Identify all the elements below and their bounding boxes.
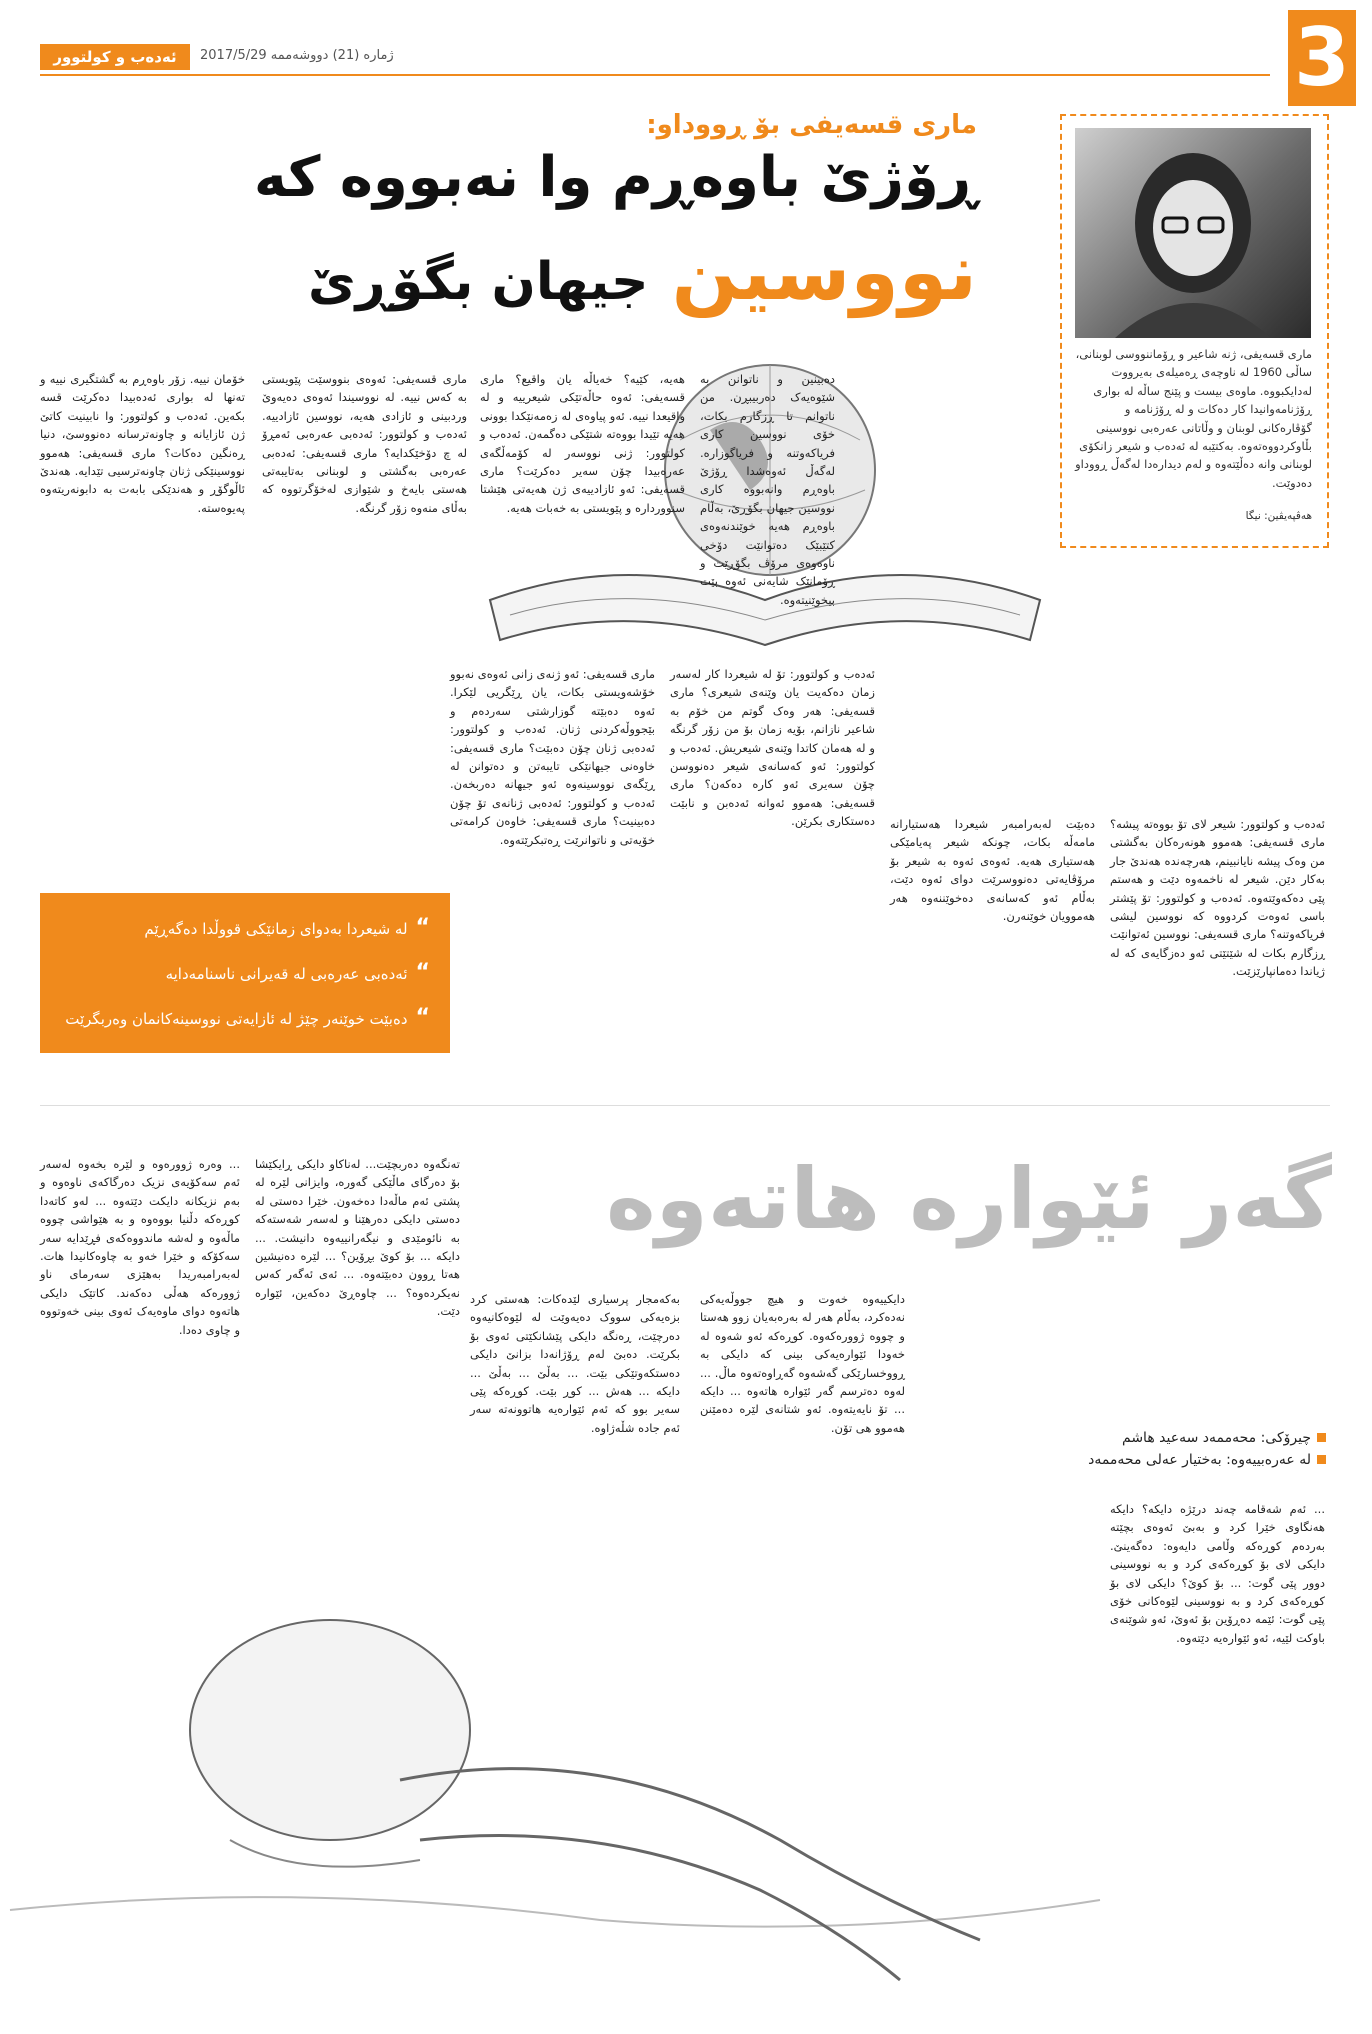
story2-column-2: تەنگەوە دەربچێت... لەناکاو دایکی ڕایکێشا بۆ دەرگای ماڵێکی گەورە، وایزانی لێرە لە پشتی ئەم ماڵەدا دەخەون. خێرا دەستی لە دەستی دایکی دەرهێنا و لەسەر شەستەکە بە نائومێدی و نیگەرانییەوە دانیشت. ... دایکە ... بۆ کوێ بڕۆین؟ ... لێرە دەنیشین هەتا ڕوون دەبێتەوە. ... ئەی ئەگەر کەس نەیکردەوە؟ ... چاوەڕێ دەکەین، ئێوارە دێت.: [255, 1157, 460, 1319]
headline-rest: جیهان بگۆڕێ: [307, 252, 649, 312]
portrait-illustration: [1075, 128, 1311, 338]
issue-info: ژمارە (21) دووشەممە 2017/5/29: [200, 48, 394, 63]
story1-column-4: خۆمان نییە. زۆر باوەڕم بە گشتگیری نییە و تەنها لە بواری ئەدەبیدا دەکرێت قسە بکەین. ئەدەب و کولتوور: وا نابینیت کاتێ ژن ئازایانە و چاونەترسانە دەنووسێ، دنیا ڕەنگین دەکات؟ ماری قسەیفی: هەموو نووسینێکی ژنان چاونەترسیی تێدایە. هەندێ ئاڵوگۆڕ و هەندێکی بابەت بە دابونەریتەوە پەیوەستە.: [40, 372, 245, 515]
section-logo: ئەدەب و کولتوور: [40, 44, 190, 70]
pull-quote: “لە شیعردا بەدوای زمانێکی قووڵدا دەگەڕێم: [144, 915, 430, 940]
story2-title: گەر ئێوارە هاتەوە: [606, 1150, 1332, 1248]
story1-lower-column-1: ئەدەب و کولتوور: شیعر لای تۆ بووەتە پیشە؟ ماری قسەیفی: هەموو هونەرەکان بەگشتی من وەک پیشە نایانبینم، هەرچەندە هەندێ جار بەکار دێن. شیعر لە ناخمەوە دێت و هەستم پێی دەکەوێتەوە. ئەدەب و کولتوور: تۆ پێشتر باسی ئەوەت کردووە کە نووسین لیشی فریاکەوتنە؟ ماری قسەیفی: نووسین ئەتوانێت ڕزگارم بکات لە شێتێتی ئەو دەزگایەی کە لە ژیاندا دەمانپارێزێت.: [1110, 817, 1325, 979]
photo-caption: ماری قسەیفی، ژنە شاعیر و ڕۆماننووسی لوبنانی، ساڵی 1960 لە ناوچەی ڕەمیلەی بەیرووت لەدایکبووە. ماوەی بیست و پێنج ساڵە لە بواری ڕۆژنامەوانیدا کار دەکات و لە ڕۆژنامە و گۆڤارەکانی لوبنان و وڵاتانی عەرەبی نووسینی بڵاوکردووەتەوە. بەکتێبە لە ئەدەب و شیعر زانکۆی لوبنانی وانە دەڵێتەوە و لەم دیدارەدا لەگەڵ ڕووداو دەدوێت.: [1075, 347, 1312, 490]
headline-line-2: [308, 228, 977, 318]
story-divider: [40, 1105, 1330, 1106]
story1-lower-column-2: دەبێت لەبەرامبەر شیعردا هەستیارانە مامەڵە بکات، چونکە شیعر پەیامێکی هەستیاری هەیە. ئەوەی ئەوە بە شیعر بۆ مرۆڤایەتی دەنووسرێت دوای ئەوە دێت، بەڵام ئەو کەسانەی دەخوێننەوە هەر هەموویان خوێنەرن.: [890, 817, 1095, 923]
interview-credit: هەڤپەیڤین: نیگا: [1245, 510, 1312, 522]
story2-column-5: ... ئەم شەقامە چەند درێژە دایکە؟ دایکە هەنگاوی خێرا کرد و بەبێ ئەوەی بچێتە بەردەم کوڕەکە وڵامی دایەوە: دەگەینێ. دایکی لای بۆ کوڕەکەی کرد و بە نووسینی دوور پێی گوت: ... بۆ کوێ؟ دایکی لای بۆ کوڕەکەی کرد و بە نووسینی لێوەکانی خۆی پێی گوت: ئێمە دەڕۆین بۆ ئەوێ، ئەو شوێنەی باوکت لێیە، ئەو ئێوارەیە دێتەوە.: [1110, 1502, 1325, 1645]
byline-translator: لە عەرەبییەوە: بەختیار عەلی محەممەد: [1088, 1452, 1326, 1468]
story2-column-3: بەکەمجار پرسیاری لێدەکات: هەستی کرد بزەیەکی سووک دەیەوێت لە لێوەکانیەوە دەرچێت، ڕەنگە دایکی پێشانکێتی ئەوی بۆ بکرێت. دەبێ لەم ڕۆژانەدا بزانێ دایکی دەستکەوتێکی بێت. ... بەڵێ ... بەڵێ ... دایکە ... هەش ... کوڕ بێت. کوڕەکە پێی سەیر بوو کە ئەم ئێوارەیە هاتوونەتە سەر ئەم جادە شڵەژاوە.: [470, 1292, 680, 1435]
headline-line-1: ڕۆژێ باوەڕم وا نەبووە کە: [253, 145, 977, 210]
sleeping-child-illustration: [0, 1580, 1110, 2020]
story1-column-2: هەیە، کێیە؟ خەیاڵە یان واقیع؟ ماری قسەیفی: ئەوە حاڵەتێکی شیعرییە و لە واقیعدا نییە. ئەو پیاوەی لە زەمەنێکدا بوونی هەیە تێیدا بووەتە شتێکی دەگمەن. ئەدەب و کولتوور: ژنی نووسەر لە کۆمەڵگەی عەرەبیدا چۆن سەیر دەکرێت؟ ماری قسەیفی: ئەو ئازادییەی ژن هەیەتی هێشتا سنووردارە و پێویستی بە خەبات هەیە.: [480, 372, 685, 515]
pull-quote: “ئەدەبی عەرەبی لە قەیرانی ناسنامەدایە: [165, 960, 430, 985]
byline-author: چیرۆکی: محەممەد سەعید هاشم: [1088, 1430, 1326, 1446]
pull-quote: “دەبێت خوێنەر چێژ لە ئازایەتی نووسینەکانمان وەربگرێت: [65, 1005, 430, 1030]
story-kicker: ماری قسەیفی بۆ ڕووداو:: [646, 110, 977, 140]
headline-highlight: نووسین: [671, 228, 977, 318]
story2-column-4: دایکییەوە خەوت و هیچ جووڵەیەکی نەدەکرد، بەڵام هەر لە بەرەبەیان زوو هەستا و چووە ژوورەکەوە. کوڕەکە ئەو شەوە لە خەودا ئێوارەیەکی بینی کە دایکی بە ڕووخسارێکی گەشەوە گەڕاوەتەوە ماڵ. ... لەوە دەترسم گەر ئێوارە هاتەوە ... دایکە ... تۆ نایەیتەوە. ئەو شتانەی لێرە دەمێنن هەموو هی تۆن.: [699, 1292, 905, 1435]
story1-lower-column-3: ئەدەب و کولتوور: تۆ لە شیعردا کار لەسەر زمان دەکەیت یان وێنەی شیعری؟ ماری قسەیفی: هەر وەک گوتم من خۆم بە شاعیر نازانم، بۆیە زمان بۆ من زۆر گرنگە و لە هەمان کاتدا وێنەی شیعریش. ئەدەب و کولتوور: ئەو کەسانەی شیعر دەنووسن چۆن سەیری ئەو کارە دەکەن؟ ماری قسەیفی: هەموو ئەوانە ئەدەبن و نابێت دەستکاری بکرێن.: [670, 667, 875, 829]
story2-byline: [1088, 1430, 1326, 1474]
story1-column-3: ماری قسەیفی: ئەوەی بنووسێت پێویستی بە کەس نییە. لە نووسیندا ئەوەی دەیەوێ وردبینی و ئازادی هەیە، نووسین ئازادییە. ئەدەب و کولتوور: ئەدەبی عەرەبی ئەمڕۆ لە چ دۆخێکدایە؟ ماری قسەیفی: ئەدەبی عەرەبی بەگشتی و لوبنانی بەتایبەتی هەستی بایەخ و شێوازی لەخۆگرتووە کە بەڵای منەوە زۆر گرنگە.: [262, 372, 467, 515]
author-photo: [1075, 128, 1311, 338]
pull-quote-box: [40, 893, 450, 1053]
page-number: 3: [1288, 10, 1356, 106]
story1-column-1: دەبینین و ناتوانن بە شێوەیەک دەربیبڕن. من ناتوانم تا ڕزگارم بکات، خۆی نووسین کاری فریاکەوتنە و فریاگوزارە. لەگەڵ ئەوەشدا ڕۆژێ باوەڕم وانەبووە کاری نووسین جیهان بگۆڕێ، بەڵام باوەڕم هەیە خوێندنەوەی کتێبێک دەتوانێت دۆخی ناوەوەی مرۆڤ بگۆڕێت و ڕۆمانێک شایەنی ئەوە بێت بیخوێنیتەوە.: [700, 372, 835, 607]
story1-lower-column-4: ماری قسەیفی: ئەو ژنەی زانی ئەوەی نەبوو خۆشەویستی بکات، یان ڕێگریی لێکرا. ئەوە دەبێتە گوزارشتی سەردەم و بێجووڵەکردنی ژنان. ئەدەب و کولتوور: ئەدەبی ژنان چۆن دەبێت؟ ماری قسەیفی: خاوەنی جیهانێکی تایبەتن و دەتوانن لە ڕێگەی نووسینەوە ئەو جیهانە دەربخەن. ئەدەب و کولتوور: ئەدەبی ژنانەی تۆ چۆن دەبینیت؟ ماری قسەیفی: خاوەن کرامەتی خۆیەتی و ناتوانرێت ڕەتبکرێتەوە.: [450, 667, 655, 847]
story2-column-1: ... وەرە ژوورەوە و لێرە بخەوە لەسەر ئەم سەکۆیەی نزیک دەرگاکەی ناوەوە و بەم نزیکانە دایکت دێتەوە ... لەو کاتەدا کوڕەکە دڵنیا بووەوە و بە هێواشی چووە ماڵەوە و لەشە ماندووەکەی فڕێدایە سەر سەکۆکە و خێرا خەو بە چاوەکانیدا هات. لەبەرامبەریدا بەهێزی سەرمای ناو ژوورەکە هەڵی دەکەند. کاتێک دایکی هاتەوە دوای ماوەیەک ئەوی بینی خەوتووە و چاوی دەدا.: [40, 1157, 240, 1337]
